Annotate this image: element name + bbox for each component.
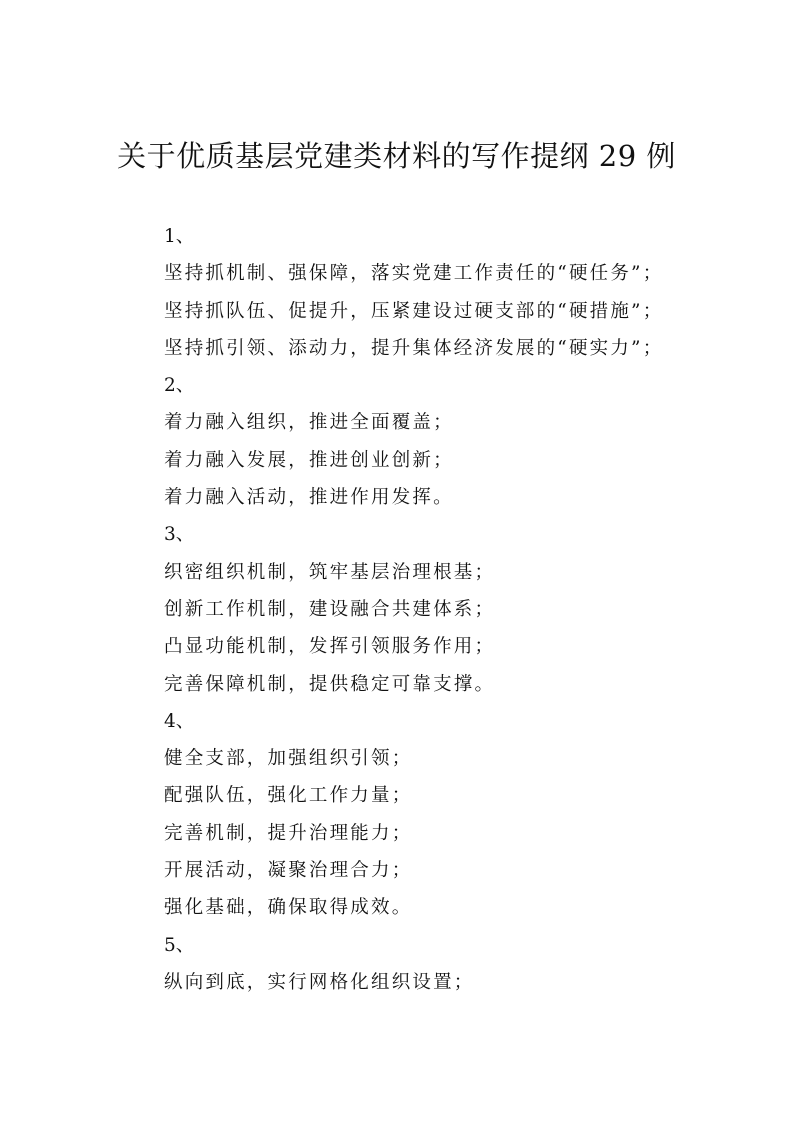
paragraph-line: 健全支部，加强组织引领； bbox=[164, 748, 413, 770]
paragraph-line: 纵向到底，实行网格化组织设置； bbox=[164, 971, 475, 993]
document-title: 关于优质基层党建类材料的写作提纲 29 例 bbox=[117, 139, 676, 173]
paragraph-line: 着力融入活动，推进作用发挥。 bbox=[164, 487, 454, 509]
paragraph-line: 坚持抓机制、强保障，落实党建工作责任的“硬任务”； bbox=[164, 263, 664, 285]
paragraph-line: 完善保障机制，提供稳定可靠支撑。 bbox=[164, 673, 496, 695]
paragraph-line: 凸显功能机制，发挥引领服务作用； bbox=[164, 636, 496, 658]
paragraph-line: 织密组织机制，筑牢基层治理根基； bbox=[164, 561, 496, 583]
section-number: 3、 bbox=[164, 524, 195, 546]
section-number: 2、 bbox=[164, 375, 195, 397]
paragraph-line: 强化基础，确保取得成效。 bbox=[164, 897, 413, 919]
paragraph-line: 创新工作机制，建设融合共建体系； bbox=[164, 598, 496, 620]
paragraph-line: 坚持抓引领、添动力，提升集体经济发展的“硬实力”； bbox=[164, 337, 664, 359]
section-number: 1、 bbox=[164, 226, 195, 247]
document-body bbox=[164, 224, 724, 1007]
paragraph-line: 着力融入组织，推进全面覆盖； bbox=[164, 412, 454, 434]
paragraph-line: 开展活动，凝聚治理合力； bbox=[164, 860, 413, 882]
paragraph-line: 坚持抓队伍、促提升，压紧建设过硬支部的“硬措施”； bbox=[164, 300, 664, 322]
paragraph-line: 着力融入发展，推进创业创新； bbox=[164, 449, 454, 471]
paragraph-line: 配强队伍，强化工作力量； bbox=[164, 785, 413, 807]
paragraph-line: 完善机制，提升治理能力； bbox=[164, 822, 413, 844]
section-number: 4、 bbox=[164, 710, 195, 732]
section-number: 5、 bbox=[164, 934, 195, 956]
